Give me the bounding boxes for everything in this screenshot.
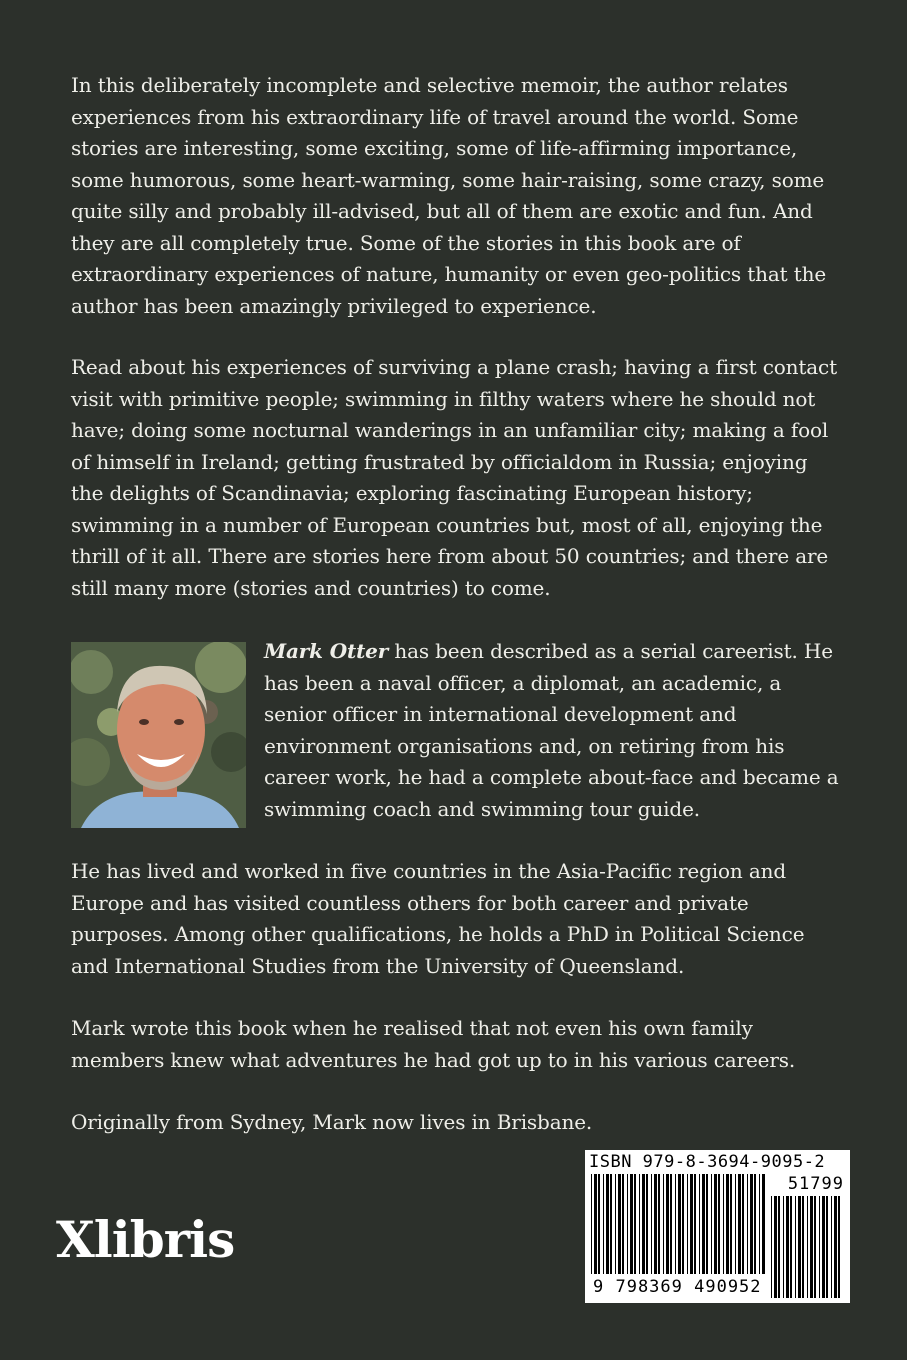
barcode-bar: [826, 1196, 828, 1298]
barcode-bar: [694, 1174, 696, 1274]
ean-digits: 9 798369 490952: [593, 1277, 762, 1297]
bio-paragraph-book: Mark wrote this book when he realised that not even his own family members knew what adventures he had got up to in his various careers.: [71, 1016, 796, 1072]
barcode-bar: [711, 1174, 712, 1274]
author-photo: [71, 642, 246, 828]
barcode-bar: [618, 1174, 621, 1274]
price-code: 51799: [787, 1174, 844, 1194]
bio-paragraph-career: He has lived and worked in five countries in the Asia-Pacific region and Europe and has visited countless others for both career and private purposes. Among other qualifications, he holds a PhD in Political Science and International Studies from the University of Queensland.: [71, 859, 805, 978]
barcode-bar: [658, 1174, 660, 1274]
barcode-bar: [802, 1196, 804, 1298]
barcode-bar: [742, 1174, 744, 1274]
barcode-bar: [723, 1174, 724, 1274]
author-name: Mark Otter: [264, 639, 389, 663]
barcode-bar: [651, 1174, 652, 1274]
barcode-bar: [726, 1174, 729, 1274]
barcode-bar: [690, 1174, 693, 1274]
barcode-bar: [642, 1174, 645, 1274]
barcode-bar: [594, 1174, 597, 1274]
barcode-bar: [630, 1174, 633, 1274]
barcode-bar: [735, 1174, 736, 1274]
blurb-paragraph-2: Read about his experiences of surviving a plane crash; having a first contact visit with primitive people; swimming in filthy waters where he should not have; doing some nocturnal wanderings in an unfamiliar city; making a fool of himself in Ireland; getting frustrated by officialdom in Russia; enjoying the delights of Scandinavia; exploring fascinating European history; swimming in a number of European countries but, most of all, enjoying the thrill of it all. There are stories here from about 50 countries; and there are still many more (stories and countries) to come.: [71, 355, 837, 600]
barcode-bar: [591, 1174, 592, 1274]
barcode-bar: [654, 1174, 657, 1274]
barcode-bar: [750, 1174, 753, 1274]
barcode-bar: [810, 1196, 813, 1298]
barcode-bar: [774, 1196, 777, 1298]
barcode-bar: [822, 1196, 825, 1298]
barcode-bar: [762, 1174, 765, 1274]
barcode-bar: [795, 1196, 796, 1298]
barcode-bar: [699, 1174, 700, 1274]
barcode-bar: [771, 1196, 772, 1298]
isbn-barcode: [585, 1150, 850, 1303]
barcode-bar: [738, 1174, 741, 1274]
barcode-bar: [627, 1174, 628, 1274]
barcode-bar: [670, 1174, 672, 1274]
barcode-bar: [819, 1196, 820, 1298]
publisher-logo: Xlibris: [56, 1210, 235, 1269]
bio-paragraph-hometown: Originally from Sydney, Mark now lives in Brisbane.: [71, 1110, 593, 1134]
barcode-bar: [666, 1174, 669, 1274]
barcode-bar: [675, 1174, 676, 1274]
barcode-bar: [798, 1196, 801, 1298]
barcode-bar: [778, 1196, 780, 1298]
barcode-bar: [663, 1174, 664, 1274]
barcode-bar: [603, 1174, 604, 1274]
barcode-bar: [682, 1174, 684, 1274]
barcode-bar: [639, 1174, 640, 1274]
barcode-bar: [786, 1196, 789, 1298]
barcode-bar: [790, 1196, 792, 1298]
barcode-bar: [759, 1174, 760, 1274]
barcode-bar: [598, 1174, 600, 1274]
barcode-bar: [754, 1174, 756, 1274]
barcode-bar: [831, 1196, 832, 1298]
barcode-bar: [706, 1174, 708, 1274]
barcode-bar: [838, 1196, 840, 1298]
barcode-bar: [615, 1174, 616, 1274]
barcode-bar: [634, 1174, 636, 1274]
barcode-bar: [702, 1174, 705, 1274]
barcode-bar: [606, 1174, 609, 1274]
barcode-bar: [687, 1174, 688, 1274]
barcode-bar: [747, 1174, 748, 1274]
barcode-bar: [807, 1196, 808, 1298]
barcode-bar: [783, 1196, 784, 1298]
barcode-bar: [678, 1174, 681, 1274]
barcode-bar: [646, 1174, 648, 1274]
blurb-paragraph-1: In this deliberately incomplete and selective memoir, the author relates experiences from his extraordinary life of travel around the world. Some stories are interesting, some exciting, some of life-affirming importance, some humorous, some heart-warming, some hair-raising, some crazy, some quite silly and probably ill-advised, but all of them are exotic and fun. And they are all completely true. Some of the stories in this book are of extraordinary experiences of nature, humanity or even geo-politics that the author has been amazingly privileged to experience.: [71, 73, 827, 318]
barcode-bar: [714, 1174, 717, 1274]
barcode-bar: [622, 1174, 624, 1274]
barcode-bar: [834, 1196, 837, 1298]
isbn-label: ISBN 979-8-3694-9095-2: [589, 1152, 826, 1172]
barcode-bar: [730, 1174, 732, 1274]
barcode-bar: [814, 1196, 816, 1298]
barcode-bar: [610, 1174, 612, 1274]
author-bio-text: has been described as a serial careerist. He has been a naval officer, a diplomat, an academic, a senior officer in international development and environment organisations and, on retiring from his career work, he had a complete about-face and became a swimming coach and swimming tour guide.: [264, 639, 839, 821]
barcode-bar: [718, 1174, 720, 1274]
author-bio-paragraph: [264, 636, 844, 825]
